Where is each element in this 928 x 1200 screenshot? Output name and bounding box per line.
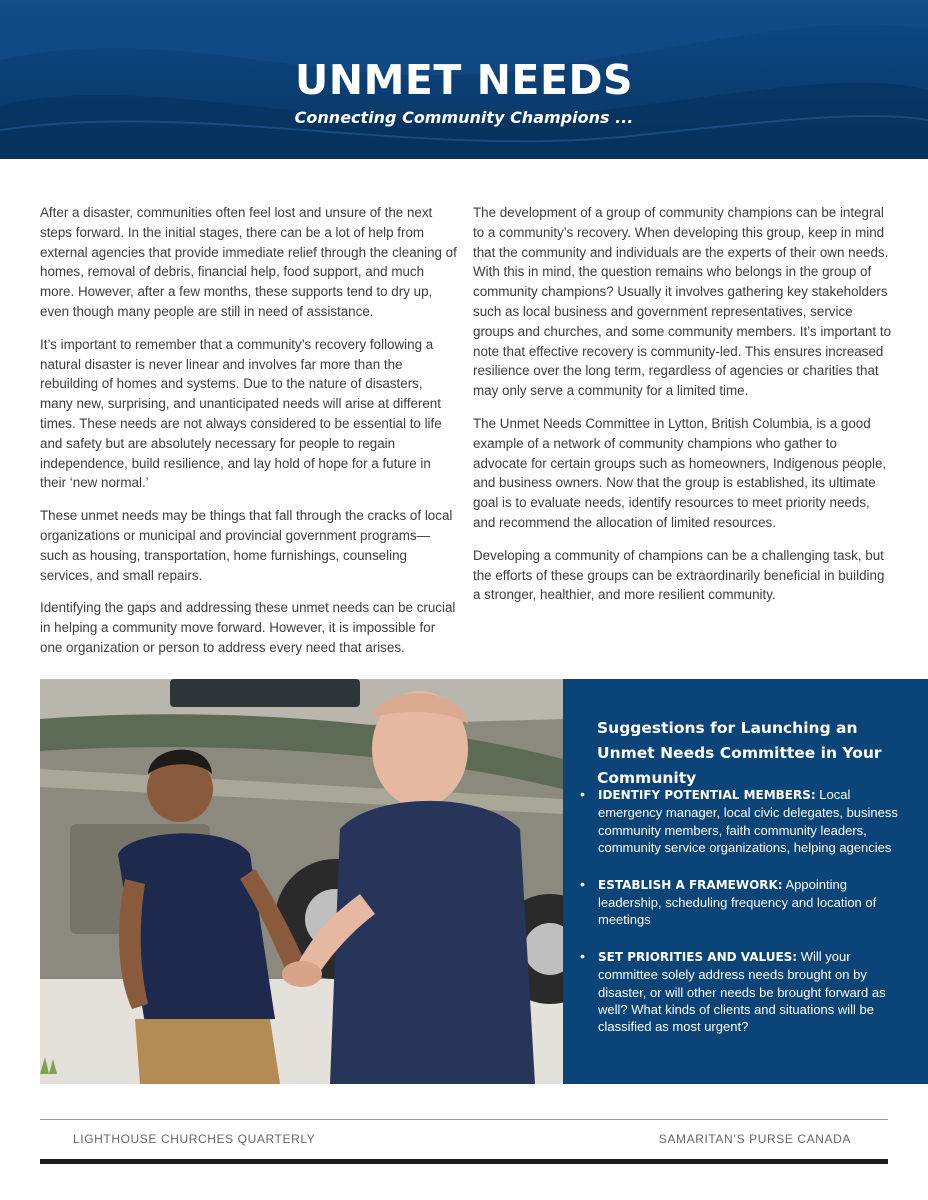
bullet-icon: • bbox=[580, 947, 585, 964]
suggestions-title: Suggestions for Launching an Unmet Needs Committee in Your Community bbox=[597, 719, 882, 787]
item-lead: ESTABLISH A FRAMEWORK: bbox=[598, 877, 783, 892]
footer-organization: SAMARITAN’S PURSE CANADA bbox=[658, 1132, 851, 1146]
list-item bbox=[580, 875, 898, 929]
body-paragraph: Developing a community of champions can be a challenging task, but the efforts of these groups can be extraordinarily beneficial in building a stronger, healthier, and more resilient community. bbox=[473, 547, 885, 603]
left-column bbox=[40, 203, 458, 671]
suggestions-list bbox=[580, 786, 898, 1055]
handshake-photo bbox=[40, 679, 563, 1084]
body-paragraph: The Unmet Needs Committee in Lytton, British Columbia, is a good example of a network of community champions who gather to advocate for certain groups such as homeowners, Indigenous people, and business owners. Now that the group is established, its ultimate goal is to evaluate needs, identify resources to meet priority needs, and recommend the allocation of limited resources. bbox=[473, 415, 887, 530]
right-column bbox=[473, 203, 893, 618]
page-subtitle: Connecting Community Champions ... bbox=[294, 108, 634, 127]
bullet-icon: • bbox=[580, 786, 585, 802]
suggestions-box bbox=[563, 679, 928, 1084]
body-paragraph: Identifying the gaps and addressing these unmet needs can be crucial in helping a community move forward. However, it is impossible for one organization or person to address every need that arises. bbox=[40, 600, 456, 655]
item-text: Will your committee solely address needs brought on by disaster, or will other needs be brought forward as well? What kinds of clients and situations will be classified as most urgent? bbox=[598, 948, 886, 1035]
item-text: Appointing leadership, scheduling frequency and location of meetings bbox=[598, 876, 877, 928]
body-paragraph: After a disaster, communities often feel lost and unsure of the next steps forward. In the initial stages, there can be a lot of help from external agencies that provide immediate relief through the cleaning of homes, removal of debris, financial help, food support, and much more. However, after a few months, these supports tend to dry up, even though many people are still in need of assistance. bbox=[40, 205, 457, 319]
photo-two-men-handshake-icon bbox=[40, 679, 563, 1084]
item-text: Local emergency manager, local civic delegates, business community members, faith community leaders, community service organizations, helping agencies bbox=[598, 787, 898, 856]
footer-publication: LIGHTHOUSE CHURCHES QUARTERLY bbox=[73, 1132, 316, 1146]
page-title: UNMET NEEDS bbox=[294, 56, 634, 104]
body-paragraph: The development of a group of community champions can be integral to a community’s recovery. When developing this group, keep in mind that the community and individuals are the experts of their own needs. With this in mind, the question remains who belongs in the group of community champions? Usually it involves gathering key stakeholders such as local business and government representatives, service groups and churches, and some community members. It’s important to note that effective recovery is community-led. This ensures increased resilience over the long term, regardless of agencies or charities that may only serve a community for a limited time. bbox=[473, 205, 892, 399]
body-paragraph: These unmet needs may be things that fall through the cracks of local organizations or municipal and provincial government programs—such as housing, transportation, home furnishings, counseling services, and small repairs. bbox=[40, 508, 453, 583]
item-lead: SET PRIORITIES AND VALUES: bbox=[598, 949, 798, 964]
footer-bottom-bar bbox=[40, 1159, 888, 1164]
footer-divider bbox=[40, 1119, 888, 1120]
list-item bbox=[580, 786, 898, 857]
bullet-icon: • bbox=[580, 875, 585, 892]
header-banner bbox=[0, 0, 928, 159]
item-lead: IDENTIFY POTENTIAL MEMBERS: bbox=[598, 788, 816, 802]
list-item bbox=[580, 947, 898, 1036]
body-paragraph: It’s important to remember that a community’s recovery following a natural disaster is never linear and involves far more than the rebuilding of homes and systems. Due to the nature of disasters, many new, surprising, and unanticipated needs will arise at different times. These needs are not always considered to be essential to life and safety but are absolutely necessary for people to regain independence, build resilience, and lay hold of hope for a future in their ‘new normal.’ bbox=[40, 336, 442, 491]
